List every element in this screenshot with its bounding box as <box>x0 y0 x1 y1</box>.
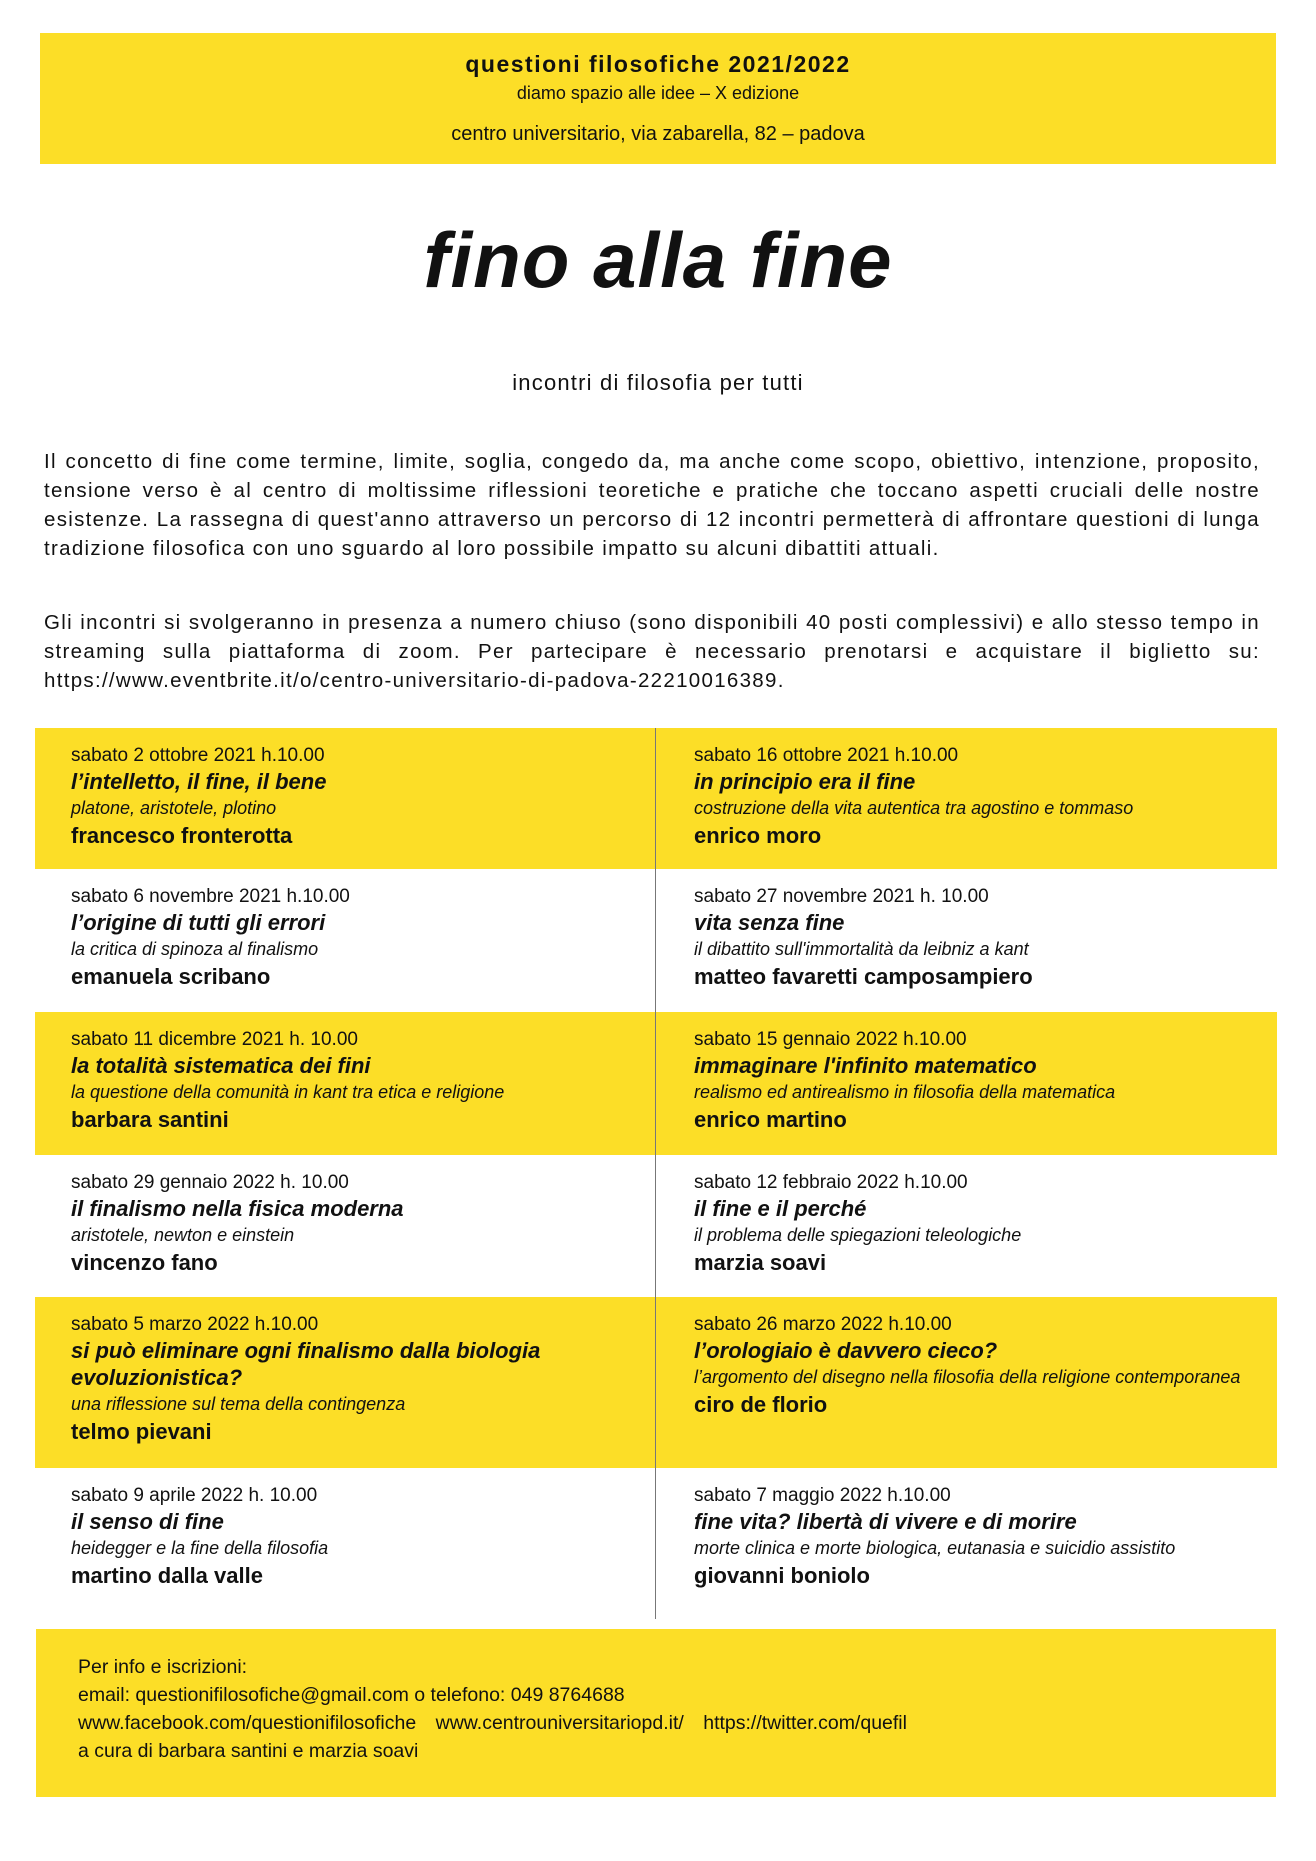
schedule-grid <box>35 728 1277 1619</box>
event-topic: morte clinica e morte biologica, eutanasia e suicidio assistito <box>694 1538 1176 1558</box>
info-box <box>36 1629 1276 1797</box>
event-topic: aristotele, newton e einstein <box>71 1225 295 1245</box>
schedule-row <box>35 728 1277 869</box>
schedule-row <box>35 1468 1277 1619</box>
event-title: in principio era il fine <box>694 769 916 794</box>
event-speaker: ciro de florio <box>694 1392 828 1417</box>
event-date: sabato 7 maggio 2022 h.10.00 <box>694 1485 951 1506</box>
event-topic: realismo ed antirealismo in filosofia della matematica <box>694 1082 1116 1102</box>
event-card <box>656 1468 1277 1619</box>
event-date: sabato 26 marzo 2022 h.10.00 <box>694 1314 952 1335</box>
event-topic: il dibattito sull'immortalità da leibniz a kant <box>694 939 1029 959</box>
event-card <box>35 1468 656 1619</box>
event-speaker: marzia soavi <box>694 1250 827 1275</box>
event-date: sabato 11 dicembre 2021 h. 10.00 <box>71 1029 358 1050</box>
page-title: fino alla fine <box>423 216 893 304</box>
series-title: questioni filosofiche 2021/2022 <box>465 51 851 77</box>
event-card <box>35 1155 656 1297</box>
event-card <box>656 1155 1277 1297</box>
registration-paragraph: Gli incontri si svolgeranno in presenza a numero chiuso (sono disponibili 40 posti complessivi) e allo stesso tempo in streaming sulla piattaforma di zoom. Per partecipare è necessario prenotarsi e acquistare il biglietto su: https://www.eventbrite.it/o/centro-universitario-di-padova-22210016389. <box>44 611 1260 692</box>
event-speaker: enrico martino <box>694 1107 847 1132</box>
event-date: sabato 16 ottobre 2021 h.10.00 <box>694 745 959 766</box>
event-topic: l’argomento del disegno nella filosofia della religione contemporanea <box>694 1367 1241 1387</box>
column-divider <box>655 728 656 1619</box>
event-card <box>656 728 1277 869</box>
event-card <box>656 1297 1277 1468</box>
event-title: fine vita? libertà di vivere e di morire <box>694 1509 1077 1534</box>
event-card <box>35 728 656 869</box>
event-date: sabato 27 novembre 2021 h. 10.00 <box>694 886 989 907</box>
event-title: il senso di fine <box>71 1509 224 1534</box>
schedule-row <box>35 1297 1277 1468</box>
event-topic: heidegger e la fine della filosofia <box>71 1538 329 1558</box>
event-speaker: francesco fronterotta <box>71 823 293 848</box>
event-card <box>35 1297 656 1468</box>
event-speaker: martino dalla valle <box>71 1563 263 1588</box>
event-title: la totalità sistematica dei fini <box>71 1053 371 1078</box>
website-link[interactable]: www.centrouniversitariopd.it/ <box>435 1712 684 1734</box>
event-card <box>35 1012 656 1155</box>
intro-paragraph: Il concetto di fine come termine, limite, soglia, congedo da, ma anche come scopo, obiettivo, intenzione, proposito, tensione verso è al centro di moltissime riflessioni teoretiche e pratiche che toccano aspetti cruciali delle nostre esistenze. La rassegna di quest'anno attraverso un percorso di 12 incontri permetterà di affrontare questioni di lunga tradizione filosofica con uno sguardo al loro possibile impatto su alcuni dibattiti attuali. <box>44 450 1260 560</box>
event-title: il fine e il perché <box>694 1196 867 1221</box>
event-topic: platone, aristotele, plotino <box>71 798 277 818</box>
event-card <box>35 869 656 1012</box>
info-heading: Per info e iscrizioni: <box>78 1656 248 1678</box>
header-banner <box>40 33 1276 164</box>
event-date: sabato 29 gennaio 2022 h. 10.00 <box>71 1172 349 1193</box>
event-title: l’origine di tutti gli errori <box>71 910 326 935</box>
event-date: sabato 5 marzo 2022 h.10.00 <box>71 1314 319 1335</box>
event-topic: la critica di spinoza al finalismo <box>71 939 319 959</box>
event-speaker: giovanni boniolo <box>694 1563 870 1588</box>
schedule-row <box>35 869 1277 1012</box>
schedule-row <box>35 1155 1277 1297</box>
event-date: sabato 2 ottobre 2021 h.10.00 <box>71 745 325 766</box>
event-title: l’orologiaio è davvero cieco? <box>694 1338 998 1363</box>
links-line <box>78 1709 1276 1737</box>
event-topic: il problema delle spiegazioni teleologiche <box>694 1225 1022 1245</box>
event-title: vita senza fine <box>694 910 845 935</box>
venue-address: centro universitario, via zabarella, 82 – padova <box>451 123 865 145</box>
event-date: sabato 6 novembre 2021 h.10.00 <box>71 886 350 907</box>
event-date: sabato 9 aprile 2022 h. 10.00 <box>71 1485 318 1506</box>
event-card <box>656 869 1277 1012</box>
event-title: l’intelletto, il fine, il bene <box>71 769 327 794</box>
page-subtitle: incontri di filosofia per tutti <box>512 370 804 395</box>
event-title: il finalismo nella fisica moderna <box>71 1196 404 1221</box>
event-speaker: vincenzo fano <box>71 1250 218 1275</box>
twitter-link[interactable]: https://twitter.com/quefil <box>703 1712 907 1734</box>
event-date: sabato 12 febbraio 2022 h.10.00 <box>694 1172 968 1193</box>
event-speaker: matteo favaretti camposampiero <box>694 964 1033 989</box>
event-speaker: emanuela scribano <box>71 964 271 989</box>
contact-line: email: questionifilosofiche@gmail.com o telefono: 049 8764688 <box>78 1684 625 1706</box>
facebook-link[interactable]: www.facebook.com/questionifilosofiche <box>78 1712 417 1734</box>
schedule-row <box>35 1012 1277 1155</box>
event-speaker: barbara santini <box>71 1107 229 1132</box>
event-title: immaginare l'infinito matematico <box>694 1053 1037 1078</box>
event-card <box>656 1012 1277 1155</box>
event-topic: la questione della comunità in kant tra etica e religione <box>71 1082 505 1102</box>
edition-label: diamo spazio alle idee – X edizione <box>516 83 800 103</box>
curators-line: a cura di barbara santini e marzia soavi <box>78 1740 419 1762</box>
event-speaker: telmo pievani <box>71 1419 212 1444</box>
event-title: si può eliminare ogni finalismo dalla biologia evoluzionistica? <box>71 1338 541 1390</box>
event-date: sabato 15 gennaio 2022 h.10.00 <box>694 1029 967 1050</box>
event-topic: una riflessione sul tema della contingenza <box>71 1394 406 1414</box>
event-speaker: enrico moro <box>694 823 822 848</box>
event-topic: costruzione della vita autentica tra agostino e tommaso <box>694 798 1134 818</box>
